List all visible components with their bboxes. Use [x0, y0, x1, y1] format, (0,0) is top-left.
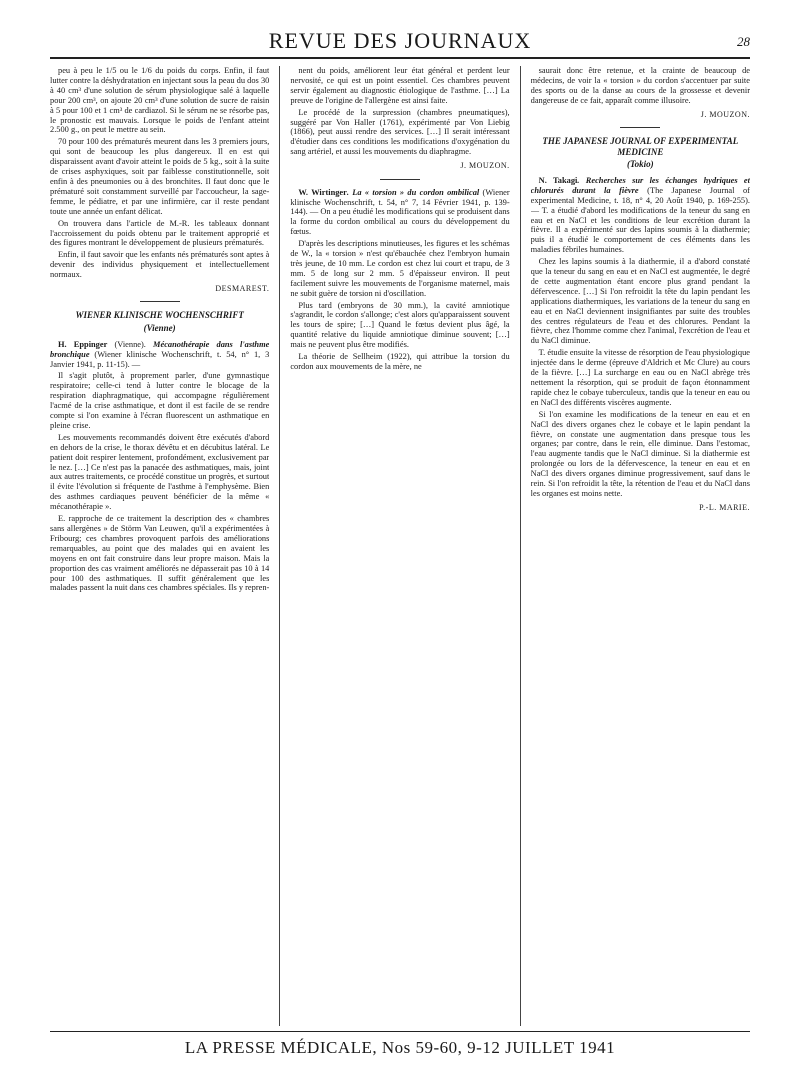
- section-divider: [380, 179, 420, 180]
- paragraph: Les mouvements recommandés doivent être exécutés d'abord en dehors de la crise, le thorax dévêtu et en décubitus latéral. Le patient doit respirer lentement, profondément, exclusivement par le nez. […] Ce n'est pas la panacée des asthmatiques, mais, joint aux autres traitements, ce procédé constitue un progrès, et surtout il évite l'évolution si fréquente de l'asthme à l'emphysème. Bien des asthmes cardiaques peuvent bénéficier de la même « mécanothérapie ».: [50, 432, 270, 512]
- paragraph: Enfin, il faut savoir que les enfants nés prématurés sont aptes à devenir des individus physiquement et intellectuellement normaux.: [50, 250, 270, 280]
- paragraph: Si l'on examine les modifications de la teneur en eau et en NaCl des divers organes chez le cobaye et le lapin pendant la fièvre, on constate une augmentation dans presque tous les organes; par contre, dans le rein, elle diminue. Dans l'estomac, l'eau augmente tandis que le NaCl diminue. Si la diathermie est prolongée ou lors de la défervescence, la teneur en eau et en NaCl des divers organes diminue progressivement, sauf dans le rein. Si l'on refroidit la tête, la rétention de l'eau et du NaCl dans les organes est moins nette.: [530, 409, 750, 498]
- paragraph: Il s'agit plutôt, à proprement parler, d'une gymnastique respiratoire; celle-ci tend à lutter contre le blocage de la respiration diaphragmatique, qui accompagne régulièrement l'acmé de la crise asthmatique, et dont il est facile de se rendre compte si l'on examine à l'écran fluorescent un asthmatique en pleine crise.: [50, 371, 270, 430]
- journal-title: REVUE DES JOURNAUX: [268, 28, 532, 53]
- author-signature: J. MOUZON.: [460, 161, 510, 171]
- paragraph: E. rapproche de ce traitement la description des « chambres sans allergènes » de Störm Van Leuwen, qu'il a expérimentées à Fribourg; ces chambres provoquent parfois des améliorations remarquables, au point que des malades qui en avaient les moyens en ont fait construire dans leur propre maison. Mais la proportion des cas vraiment améliorés ne dépasserait pas 10 à 14 pour 100 des asthmatiques. Il suffit généralement que les malades passent la nuit dans ces chambres spéciales. Ils y repren-: [50, 514, 270, 593]
- article-place: (Vienne).: [107, 339, 154, 349]
- section-divider: [140, 301, 180, 302]
- section-title: WIENER KLINISCHE WOCHENSCHRIFT: [75, 310, 244, 321]
- article-title: . La « torsion » du cordon ombilical: [346, 187, 480, 197]
- paragraph: Le procédé de la surpression (chambres pneumatiques), suggéré par Von Haller (1761), expérimenté par Von Liebig (1866), peut aussi rendre des services. […] Il serait intéressant d'étudier dans ces conditions les modifications d'oxygénation du sang artériel, et aussi les mouvements du diaphragme.: [290, 107, 510, 157]
- page-number: 28: [737, 34, 750, 49]
- column-2: [290, 66, 509, 1026]
- header-divider: [50, 57, 750, 59]
- column-1: [50, 66, 269, 1026]
- author-signature: J. MOUZON.: [700, 109, 750, 119]
- paragraph: D'après les descriptions minutieuses, les figures et les schémas de W., la « torsion » n'est qu'ébauchée chez l'embryon humain très jeune, de 10 mm. Le cordon est chez lui court et trapu, de 3 mm. 5 de long sur 2 mm. 5 d'épaisseur environ. Il peut facilement suivre les mouvements de l'organisme maternel, mais ne subit guère de torsion ni d'oscillation.: [290, 239, 510, 298]
- paragraph: Chez les lapins soumis à la diathermie, il a d'abord constaté que la teneur du sang en eau et en NaCl est augmentée, le degré de cette augmentation étant encore plus grand pendant la défervescence. […] Si l'on refroidit la tête du lapin pendant les applications diathermiques, les variations de la teneur du sang en eau et en NaCl deviennent insignifiantes par suite des troubles des centres régulateurs de l'eau et des chlorures. Pendant la fièvre, chez l'homme comme chez l'animal, l'excrétion de l'eau et du NaCl diminue.: [530, 257, 750, 346]
- paragraph: La théorie de Sellheim (1922), qui attribue la torsion du cordon aux mouvements de la mère, ne: [290, 352, 510, 371]
- article-columns: [50, 66, 750, 1026]
- page-footer: LA PRESSE MÉDICALE, Nos 59-60, 9-12 JUILLET 1941: [184, 1038, 616, 1057]
- article-author: W. Wirtinger: [298, 187, 347, 197]
- paragraph: Plus tard (embryons de 30 mm.), la cavité amniotique s'agrandit, le cordon s'allonge; c'est alors qu'apparaissent souvent les tours de spire; […] Quand le fœtus devient plus âgé, la quantité relative du liquide amniotique diminue souvent; […] mais ne peuvent plus être modifiés.: [290, 300, 510, 350]
- paragraph: peu à peu le 1/5 ou le 1/6 du poids du corps. Enfin, il faut lutter contre la déshydratation en injectant sous la peau du dos 30 à 40 cm³ d'une solution de sérum physiologique salé à laquelle pour 200 cm³, on ajoute 20 cm³ d'une solution de sucre de raisin à 5 pour 100 et 1 cm³ de cardiazol. Si le sérum ne se résorbe pas, le pronostic est mauvais. Lorsque le poids de l'enfant atteint 2.500 g., on peut le mettre au sein.: [50, 66, 270, 135]
- article-reference: (The Japanese Journal of experimental Medicine, t. 18, n° 4, 20 Août 1940, p. 169-255). — T. a étudié d'abord les modifications de la teneur du sang en eau et en NaCl et les conditions de leur excrétion durant la fièvre. Il a expérimenté sur des lapins soumis à la diathermie; puis il a étudié le comportement de ces éléments dans les maladies fébriles humaines.: [530, 185, 750, 255]
- column-rule: [520, 66, 521, 1026]
- footer-divider: [50, 1031, 750, 1032]
- article-author: N. Takagi: [538, 175, 578, 185]
- article-title: Mécanothérapie dans l'asthme bronchique: [50, 339, 270, 359]
- article-heading: [531, 176, 750, 255]
- section-divider: [620, 127, 660, 128]
- column-3: [531, 66, 750, 1026]
- article-reference: (Wiener klinische Wochenschrift, t. 54, n° 7, 14 Février 1941, p. 139-144). — On a peu étudié les modifications qui se produisent dans la forme du cordon ombilical au cours du développement du fœtus.: [290, 187, 510, 237]
- article-heading: [290, 188, 509, 238]
- paragraph: 70 pour 100 des prématurés meurent dans les 3 premiers jours, qui sont de beaucoup les plus dangereux. Il en est qui disparaissent avant d'avoir atteint le poids de 5 kg., soit à la suite de crises asphyxiques, soit par faiblesse constitutionnelle, soit enfin à des pneumonies ou à des bronchites. Il faut donc que le prématuré soit constamment surveillé par l'accoucheur, la sage-femme, le pédiatre, et par une infirmière, car il reste pendant toute une année un enfant délicat.: [50, 137, 270, 216]
- section-location: (Vienne): [143, 323, 176, 334]
- paragraph: nent du poids, améliorent leur état général et perdent leur nervosité, ce qui est un point essentiel. Ces chambres peuvent servir également au diagnostic étiologique de l'asthme. […] La preuve de l'origine de l'allergène est ainsi faite.: [290, 66, 510, 105]
- column-rule: [279, 66, 280, 1026]
- section-title: THE JAPANESE JOURNAL OF EXPERIMENTAL MEDICINE: [542, 136, 739, 157]
- paragraph: saurait donc être retenue, et la crainte de beaucoup de médecins, de voir la « torsion » du cordon s'accentuer par suite des sports ou de la danse au cours de la grossesse et devenir dangereuse de ce fait, apparaît comme illusoire.: [530, 66, 750, 105]
- paragraph: T. étudie ensuite la vitesse de résorption de l'eau physiologique injectée dans le derme (épreuve d'Aldrich et Mc Clure) au cours de la fièvre. […] La surcharge en eau ou en NaCl abrège très nettement la résorption, qui se produit de façon étonnamment rapide chez le cobaye tuberculeux, tandis que la teneur en eau ou en NaCl des différents viscères augmente.: [530, 348, 750, 407]
- article-title: . Recherches sur les échanges hydriques et chlorurés durant la fièvre: [530, 175, 750, 195]
- section-location: (Tokio): [626, 159, 654, 170]
- author-signature: DESMAREST.: [215, 284, 270, 294]
- paragraph: On trouvera dans l'article de M.-R. les tableaux donnant l'accroissement du poids obtenu par le traitement approprié et des figures montrant le développement de plusieurs prématurés.: [50, 218, 270, 248]
- author-signature: P.-L. MARIE.: [699, 502, 750, 512]
- article-author: H. Eppinger: [58, 339, 108, 349]
- article-reference: (Wiener klinische Wochenschrift, t. 54, n° 1, 3 Janvier 1941, p. 11-15). —: [50, 349, 270, 369]
- article-heading: [50, 340, 269, 370]
- page-header: [50, 28, 750, 54]
